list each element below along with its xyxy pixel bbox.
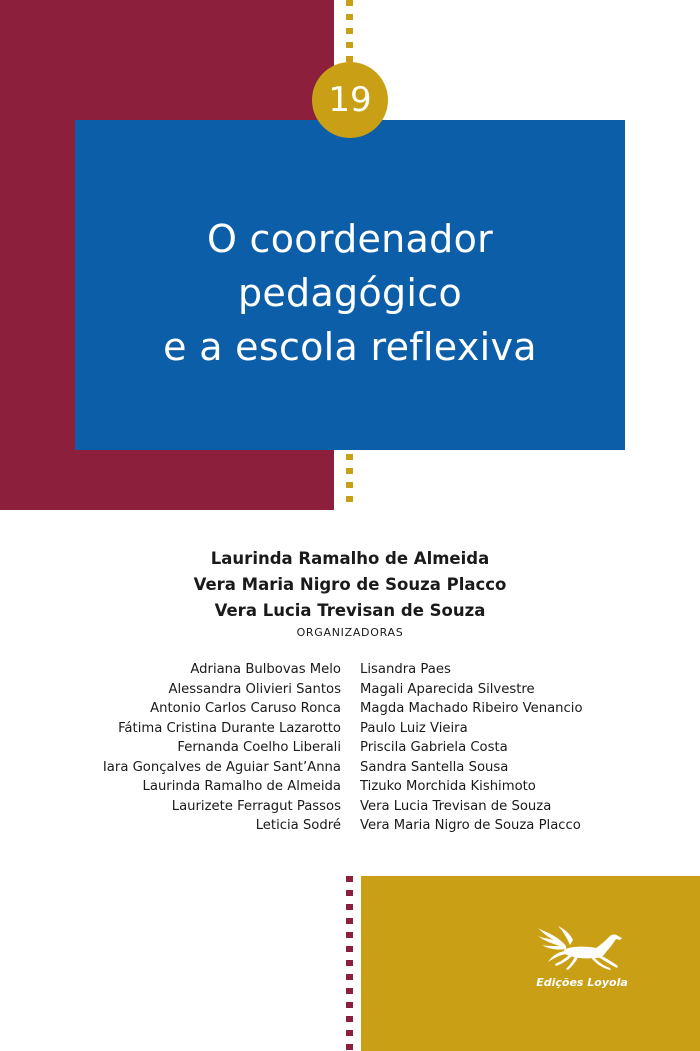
author-name: Priscila Gabriela Costa	[360, 740, 508, 755]
authors-list-right	[360, 660, 583, 836]
dotted-rule-top	[346, 0, 353, 62]
author-name: Laurinda Ramalho de Almeida	[142, 779, 341, 794]
author-name: Vera Maria Nigro de Souza Placco	[360, 818, 581, 833]
author-name: Magda Machado Ribeiro Venancio	[360, 701, 583, 716]
author-name: Sandra Santella Sousa	[360, 759, 509, 775]
organizers-label: ORGANIZADORAS	[296, 626, 404, 639]
publisher-name: Edições Loyola	[536, 976, 628, 989]
authors-list-left	[103, 660, 341, 836]
title-line: O coordenador	[206, 217, 494, 261]
author-name: Fátima Cristina Durante Lazarotto	[118, 720, 341, 736]
volume-number: 19	[328, 80, 372, 120]
author-name: Adriana Bulbovas Melo	[190, 662, 341, 677]
title-line: e a escola reflexiva	[163, 325, 537, 369]
organizers-block	[0, 546, 700, 639]
author-name: Leticia Sodré	[255, 818, 341, 833]
organizer-name: Laurinda Ramalho de Almeida	[210, 549, 490, 568]
dotted-rule-bottom	[346, 876, 353, 1051]
pegasus-icon	[536, 924, 628, 974]
volume-badge	[312, 62, 388, 138]
author-name: Tizuko Morchida Kishimoto	[360, 779, 536, 794]
title-panel	[75, 120, 625, 450]
author-name: Alessandra Olivieri Santos	[168, 681, 341, 697]
author-name: Antonio Carlos Caruso Ronca	[150, 701, 341, 716]
book-title	[75, 212, 625, 374]
publisher-panel	[361, 876, 700, 1051]
dotted-rule-middle	[346, 454, 353, 510]
author-name: Paulo Luiz Vieira	[360, 720, 468, 736]
publisher-logo	[532, 924, 632, 989]
author-name: Lisandra Paes	[360, 662, 451, 677]
organizer-name: Vera Lucia Trevisan de Souza	[214, 601, 486, 620]
author-name: Laurizete Ferragut Passos	[171, 798, 341, 814]
organizer-name: Vera Maria Nigro de Souza Placco	[193, 575, 507, 594]
author-name: Magali Aparecida Silvestre	[360, 681, 535, 697]
author-name: Fernanda Coelho Liberali	[177, 740, 341, 755]
title-line: pedagógico	[237, 271, 463, 315]
author-name: Vera Lucia Trevisan de Souza	[360, 798, 552, 814]
author-name: Iara Gonçalves de Aguiar Sant’Anna	[102, 759, 341, 775]
